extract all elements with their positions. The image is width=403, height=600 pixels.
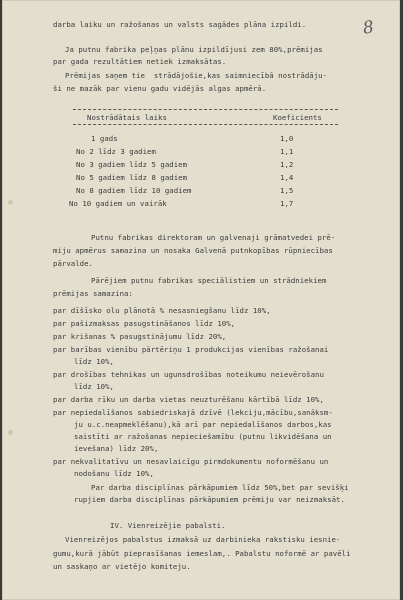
list-item: par krišanas % pasugstinājumu līdz 20%, <box>53 332 227 341</box>
text-line: par gada rezultātiem netiek izmaksātas. <box>53 57 227 66</box>
text-line: Ja putnu fabrika peļņas plānu izpildījusi zem 80%,prēmijas <box>65 45 323 54</box>
table-cell-period: No 8 gadiem līdz 10 gadiem <box>76 186 192 195</box>
text-line: prēmijas samazina: <box>53 289 133 298</box>
table-header-coefficient: Koeficients <box>273 113 322 122</box>
list-item: par barības vienību pārtēriņu 1 produkcijas vienības ražošanai <box>53 345 329 354</box>
text-line: darba laiku un ražošanas un valsts sagādes plāna izpildi. <box>53 20 307 29</box>
section-heading: IV. Vienreizējie pabalsti. <box>110 521 226 530</box>
table-cell-coefficient: 1,5 <box>280 186 294 195</box>
page-number: 8 <box>361 17 376 39</box>
table-cell-coefficient: 1,2 <box>280 160 294 169</box>
list-item: par darba rīku un darba vietas neuzturēšanu kārtībā līdz 10%, <box>53 395 324 404</box>
text-line: Prēmijas saņem tie strādājošie,kas saimniecībā nostrādāju- <box>65 71 328 80</box>
table-cell-period: No 2 līdz 3 gadiem <box>76 147 156 156</box>
list-item-continuation: ievešana) līdz 20%, <box>74 444 159 453</box>
text-line: ši ne mazāk par vienu gadu vidējās algas apmērā. <box>53 84 267 93</box>
text-line: pārvalde. <box>53 259 93 268</box>
table-header-period: Nostrādātais laiks <box>87 113 167 122</box>
table-cell-period: No 5 gadiem līdz 8 gadiem <box>76 173 188 182</box>
list-item-continuation: ju u.c.neapmeklēšanu),kā arī par nepiedalīšanos darbos,kas <box>74 420 332 429</box>
text-line: gumu,kurā jābūt pieprasīšanas iemeslam,. Pabalstu noformē ar pavēli <box>53 549 351 558</box>
text-line: miju apmērus samazina un nosaka Galvenā putnkopības rūpniecības <box>53 246 333 255</box>
table-cell-coefficient: 1,1 <box>280 147 294 156</box>
document-page <box>2 0 400 600</box>
list-item-continuation: līdz 10%, <box>74 357 114 366</box>
list-item: par nekvalitatīvu un nesavlaicīgu pirmdokumentu noformēšanu un <box>53 457 329 466</box>
list-item: par drošības tehnikas un ugunsdrošības noteikumu neievērošanu <box>53 370 324 379</box>
table-cell-coefficient: 1,7 <box>280 199 294 208</box>
list-item-continuation: nodošanu līdz 10%, <box>74 469 154 478</box>
table-cell-coefficient: 1,4 <box>280 173 294 182</box>
text-line: Pārējiem putnu fabrikas speciālistiem un strādniekiem <box>91 276 327 285</box>
list-item-continuation: saistīti ar ražošanas nepieciešamību (putnu likvidēšana un <box>74 432 332 441</box>
table-cell-coefficient: 1,0 <box>280 134 294 143</box>
text-line: Putnu fabrikas direktoram un galvenaji grāmatvedei prē- <box>91 233 336 242</box>
text-line: Vienreizējos pabalstus izmaksā uz darbinieka rakstisku iesnie- <box>65 535 341 544</box>
list-item: par dīšīsko olu plānotā % nesasniegšanu līdz 10%, <box>53 306 271 315</box>
table-rule-header <box>73 124 338 125</box>
list-item: par pašizmaksas pasugstināšanos līdz 10%, <box>53 319 236 328</box>
table-cell-period: 1 gads <box>91 134 118 143</box>
binding-hole <box>8 200 13 205</box>
list-item-continuation: līdz 10%, <box>74 382 114 391</box>
table-cell-period: No 10 gadiem un vairāk <box>69 199 167 208</box>
binding-hole <box>8 430 13 435</box>
list-item: par nepiedalīšanos sabiedriskajā dzīvē (lekciju,mācību,sanāksm- <box>53 408 333 417</box>
text-line: Par darba disciplīnas pārkāpumiem līdz 50%,bet par sevišķi <box>91 483 349 492</box>
table-rule-top <box>73 109 338 110</box>
text-line: un saskaņo ar vietējo komiteju. <box>53 562 191 571</box>
text-line: rupjiem darba disciplīnas pārkāpumiem prēmiju var neizmaksāt. <box>74 495 345 504</box>
table-cell-period: No 3 gadiem līdz 5 gadiem <box>76 160 188 169</box>
